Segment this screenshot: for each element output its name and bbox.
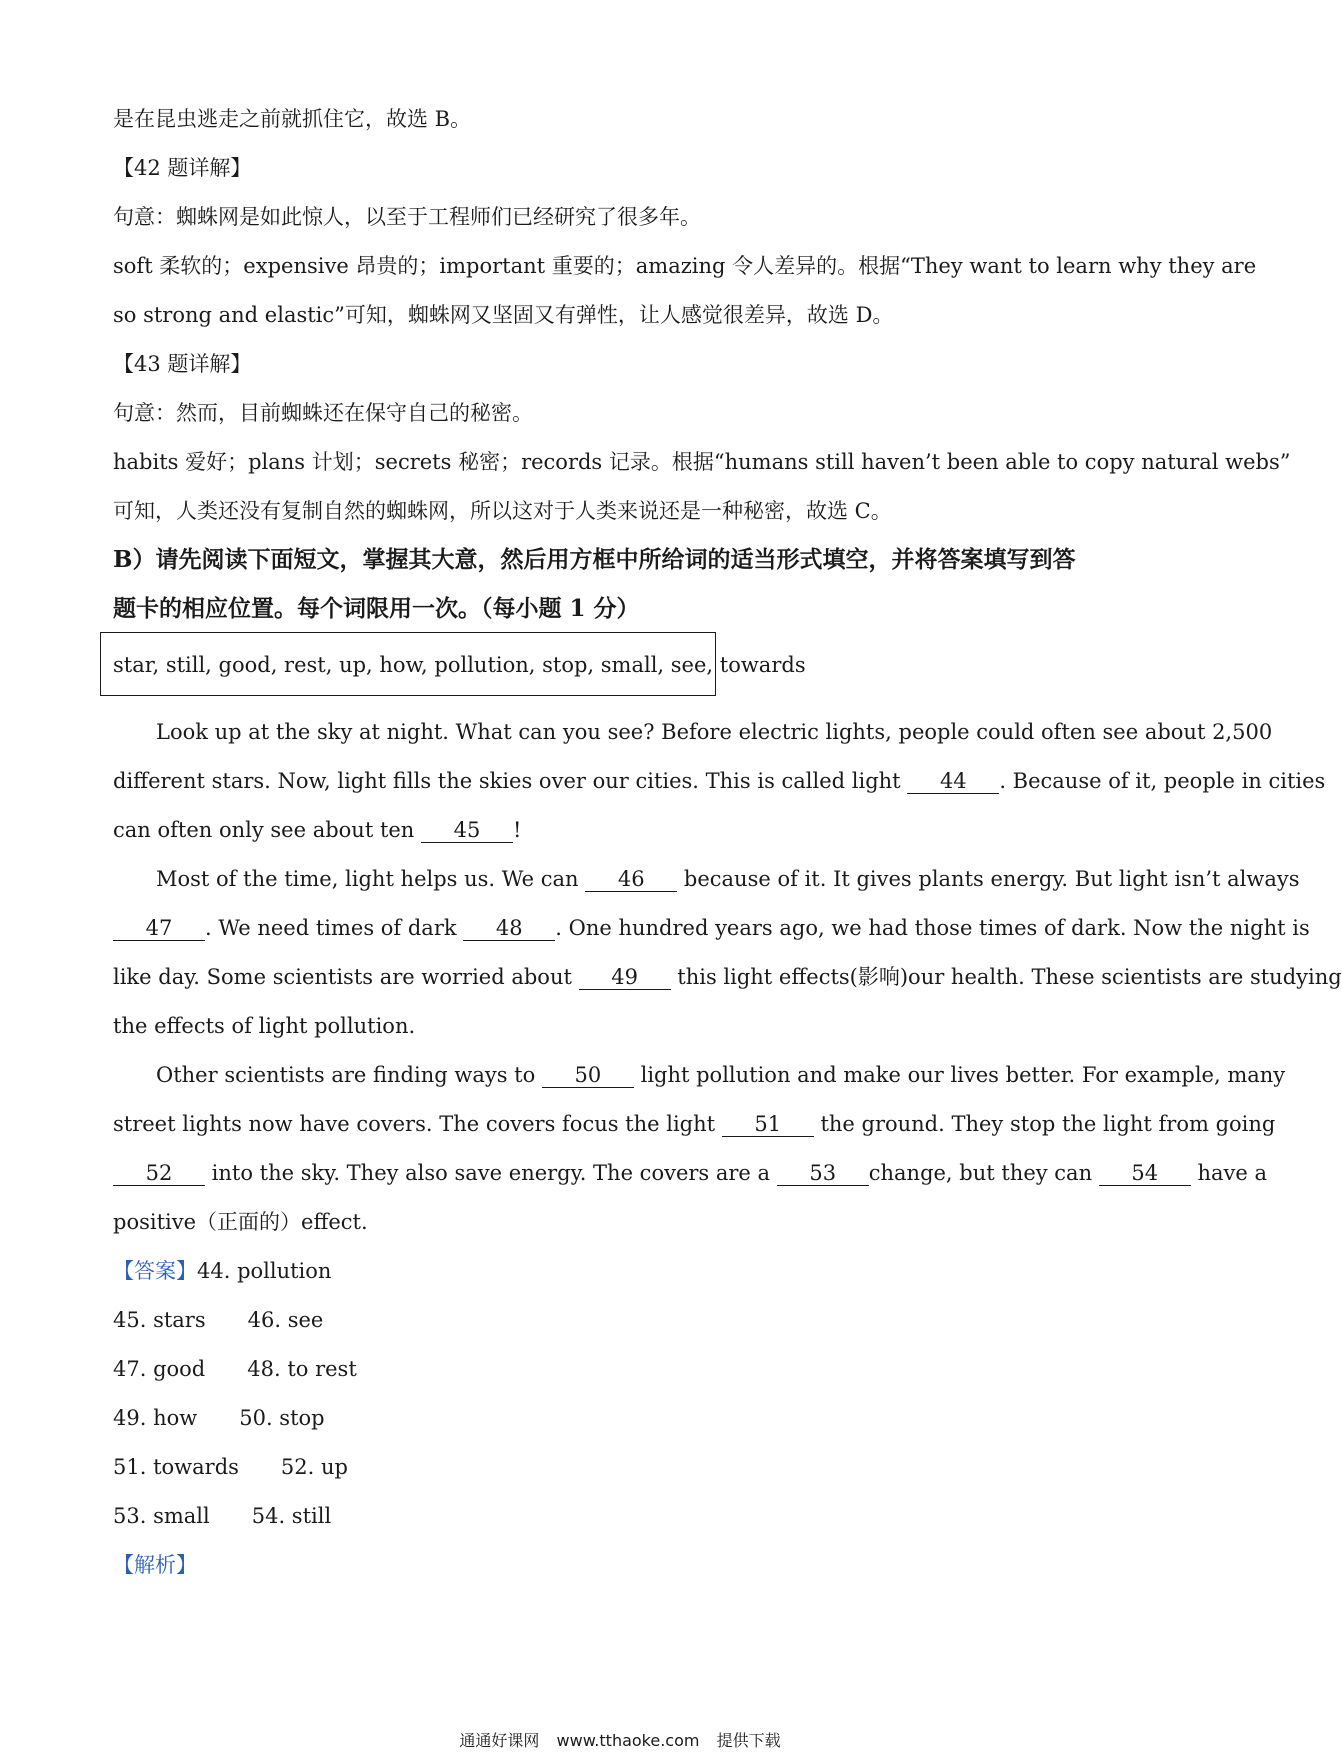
passage-text: have a [1190, 1161, 1267, 1185]
section-b-instructions-line-2: 题卡的相应位置。每个词限用一次。（每小题 1 分） [113, 595, 640, 622]
blank-49[interactable]: 49 [579, 965, 671, 990]
passage-text: Most of the time, light helps us. We can [156, 867, 586, 891]
passage-text: can often only see about ten [113, 818, 422, 842]
footer-site-name: 通通好课网 [459, 1731, 540, 1750]
answer-44: 44. pollution [197, 1259, 332, 1283]
blank-46[interactable]: 46 [585, 867, 677, 892]
section-b-instructions-line-1: B）请先阅读下面短文，掌握其大意，然后用方框中所给词的适当形式填空，并将答案填写到答 [113, 546, 1076, 573]
page-footer [0, 1728, 1240, 1751]
passage-text: Other scientists are finding ways to [156, 1063, 542, 1087]
answer-row [113, 1501, 1133, 1531]
passage-text: light pollution and make our lives better. For example, many [633, 1063, 1286, 1087]
blank-48[interactable]: 48 [463, 916, 555, 941]
blank-53[interactable]: 53 [777, 1161, 869, 1186]
sentence-meaning-43: 句意：然而，目前蜘蛛还在保守自己的秘密。 [113, 401, 533, 425]
passage-line: positive（正面的）effect. [113, 1210, 368, 1234]
answer-label: 【答案】 [113, 1259, 197, 1283]
answer-54: 54. still [251, 1504, 332, 1528]
blank-47[interactable]: 47 [113, 916, 205, 941]
sentence-meaning-42: 句意：蜘蛛网是如此惊人，以至于工程师们已经研究了很多年。 [113, 205, 701, 229]
footer-url[interactable]: www.tthaoke.com [556, 1731, 700, 1750]
text-line: 是在昆虫逃走之前就抓住它，故选 B。 [113, 107, 472, 131]
explanation-42-line-1: soft 柔软的；expensive 昂贵的；important 重要的；amazing 令人差异的。根据“They want to learn why they are [113, 254, 1257, 278]
passage-text: ! [513, 818, 522, 842]
passage-line: Look up at the sky at night. What can you see? Before electric lights, people could often see about 2,500 [156, 720, 1273, 744]
blank-45[interactable]: 45 [421, 818, 513, 843]
answer-53: 53. small [113, 1504, 210, 1528]
explanation-42-line-2: so strong and elastic”可知，蜘蛛网又坚固又有弹性，让人感觉很差异，故选 D。 [113, 303, 894, 327]
explanation-43-line-2: 可知，人类还没有复制自然的蜘蛛网，所以这对于人类来说还是一种秘密，故选 C。 [113, 499, 892, 523]
word-list: star, still, good, rest, up, how, pollution, stop, small, see, towards [113, 653, 806, 677]
passage-line [113, 815, 1133, 845]
answer-row [113, 1305, 1133, 1335]
passage-text: . One hundred years ago, we had those times of dark. Now the night is [555, 916, 1310, 940]
passage-text: street lights now have covers. The covers focus the light [113, 1112, 722, 1136]
answer-49: 49. how [113, 1406, 198, 1430]
analysis-label: 【解析】 [113, 1553, 197, 1577]
explanation-43-line-1: habits 爱好；plans 计划；secrets 秘密；records 记录。根据“humans still haven’t been able to copy natural webs” [113, 450, 1291, 474]
answer-48: 48. to rest [247, 1357, 357, 1381]
passage-text: the ground. They stop the light from going [813, 1112, 1276, 1136]
blank-52[interactable]: 52 [113, 1161, 205, 1186]
question-heading-42: 【42 题详解】 [113, 156, 252, 180]
answer-row [113, 1403, 1133, 1433]
passage-line [113, 913, 1310, 943]
passage-line: the effects of light pollution. [113, 1014, 416, 1038]
passage-line [113, 962, 1342, 992]
answer-46: 46. see [247, 1308, 324, 1332]
answer-51: 51. towards [113, 1455, 239, 1479]
passage-line [113, 1158, 1267, 1188]
passage-line [113, 766, 1326, 796]
passage-text: this light effects(影响)our health. These scientists are studying [670, 965, 1342, 989]
passage-text: like day. Some scientists are worried about [113, 965, 579, 989]
answer-52: 52. up [280, 1455, 348, 1479]
passage-text: . Because of it, people in cities [999, 769, 1326, 793]
passage-line [156, 1060, 1286, 1090]
blank-44[interactable]: 44 [907, 769, 999, 794]
answer-50: 50. stop [239, 1406, 325, 1430]
word-box [100, 632, 806, 696]
passage-text: into the sky. They also save energy. The covers are a [205, 1161, 777, 1185]
passage-text: because of it. It gives plants energy. But light isn’t always [677, 867, 1300, 891]
answer-row [113, 1452, 1133, 1482]
answer-row [113, 1354, 1133, 1384]
blank-54[interactable]: 54 [1099, 1161, 1191, 1186]
answer-row [113, 1256, 1133, 1286]
passage-text: change, but they can [868, 1161, 1099, 1185]
passage-text: different stars. Now, light fills the skies over our cities. This is called light [113, 769, 908, 793]
passage-text: . We need times of dark [205, 916, 464, 940]
question-heading-43: 【43 题详解】 [113, 352, 252, 376]
passage-line [156, 864, 1300, 894]
blank-50[interactable]: 50 [542, 1063, 634, 1088]
passage-line [113, 1109, 1276, 1139]
analysis-row [113, 1550, 1133, 1580]
footer-suffix: 提供下载 [716, 1731, 781, 1750]
answer-45: 45. stars [113, 1308, 206, 1332]
answer-47: 47. good [113, 1357, 206, 1381]
blank-51[interactable]: 51 [722, 1112, 814, 1137]
